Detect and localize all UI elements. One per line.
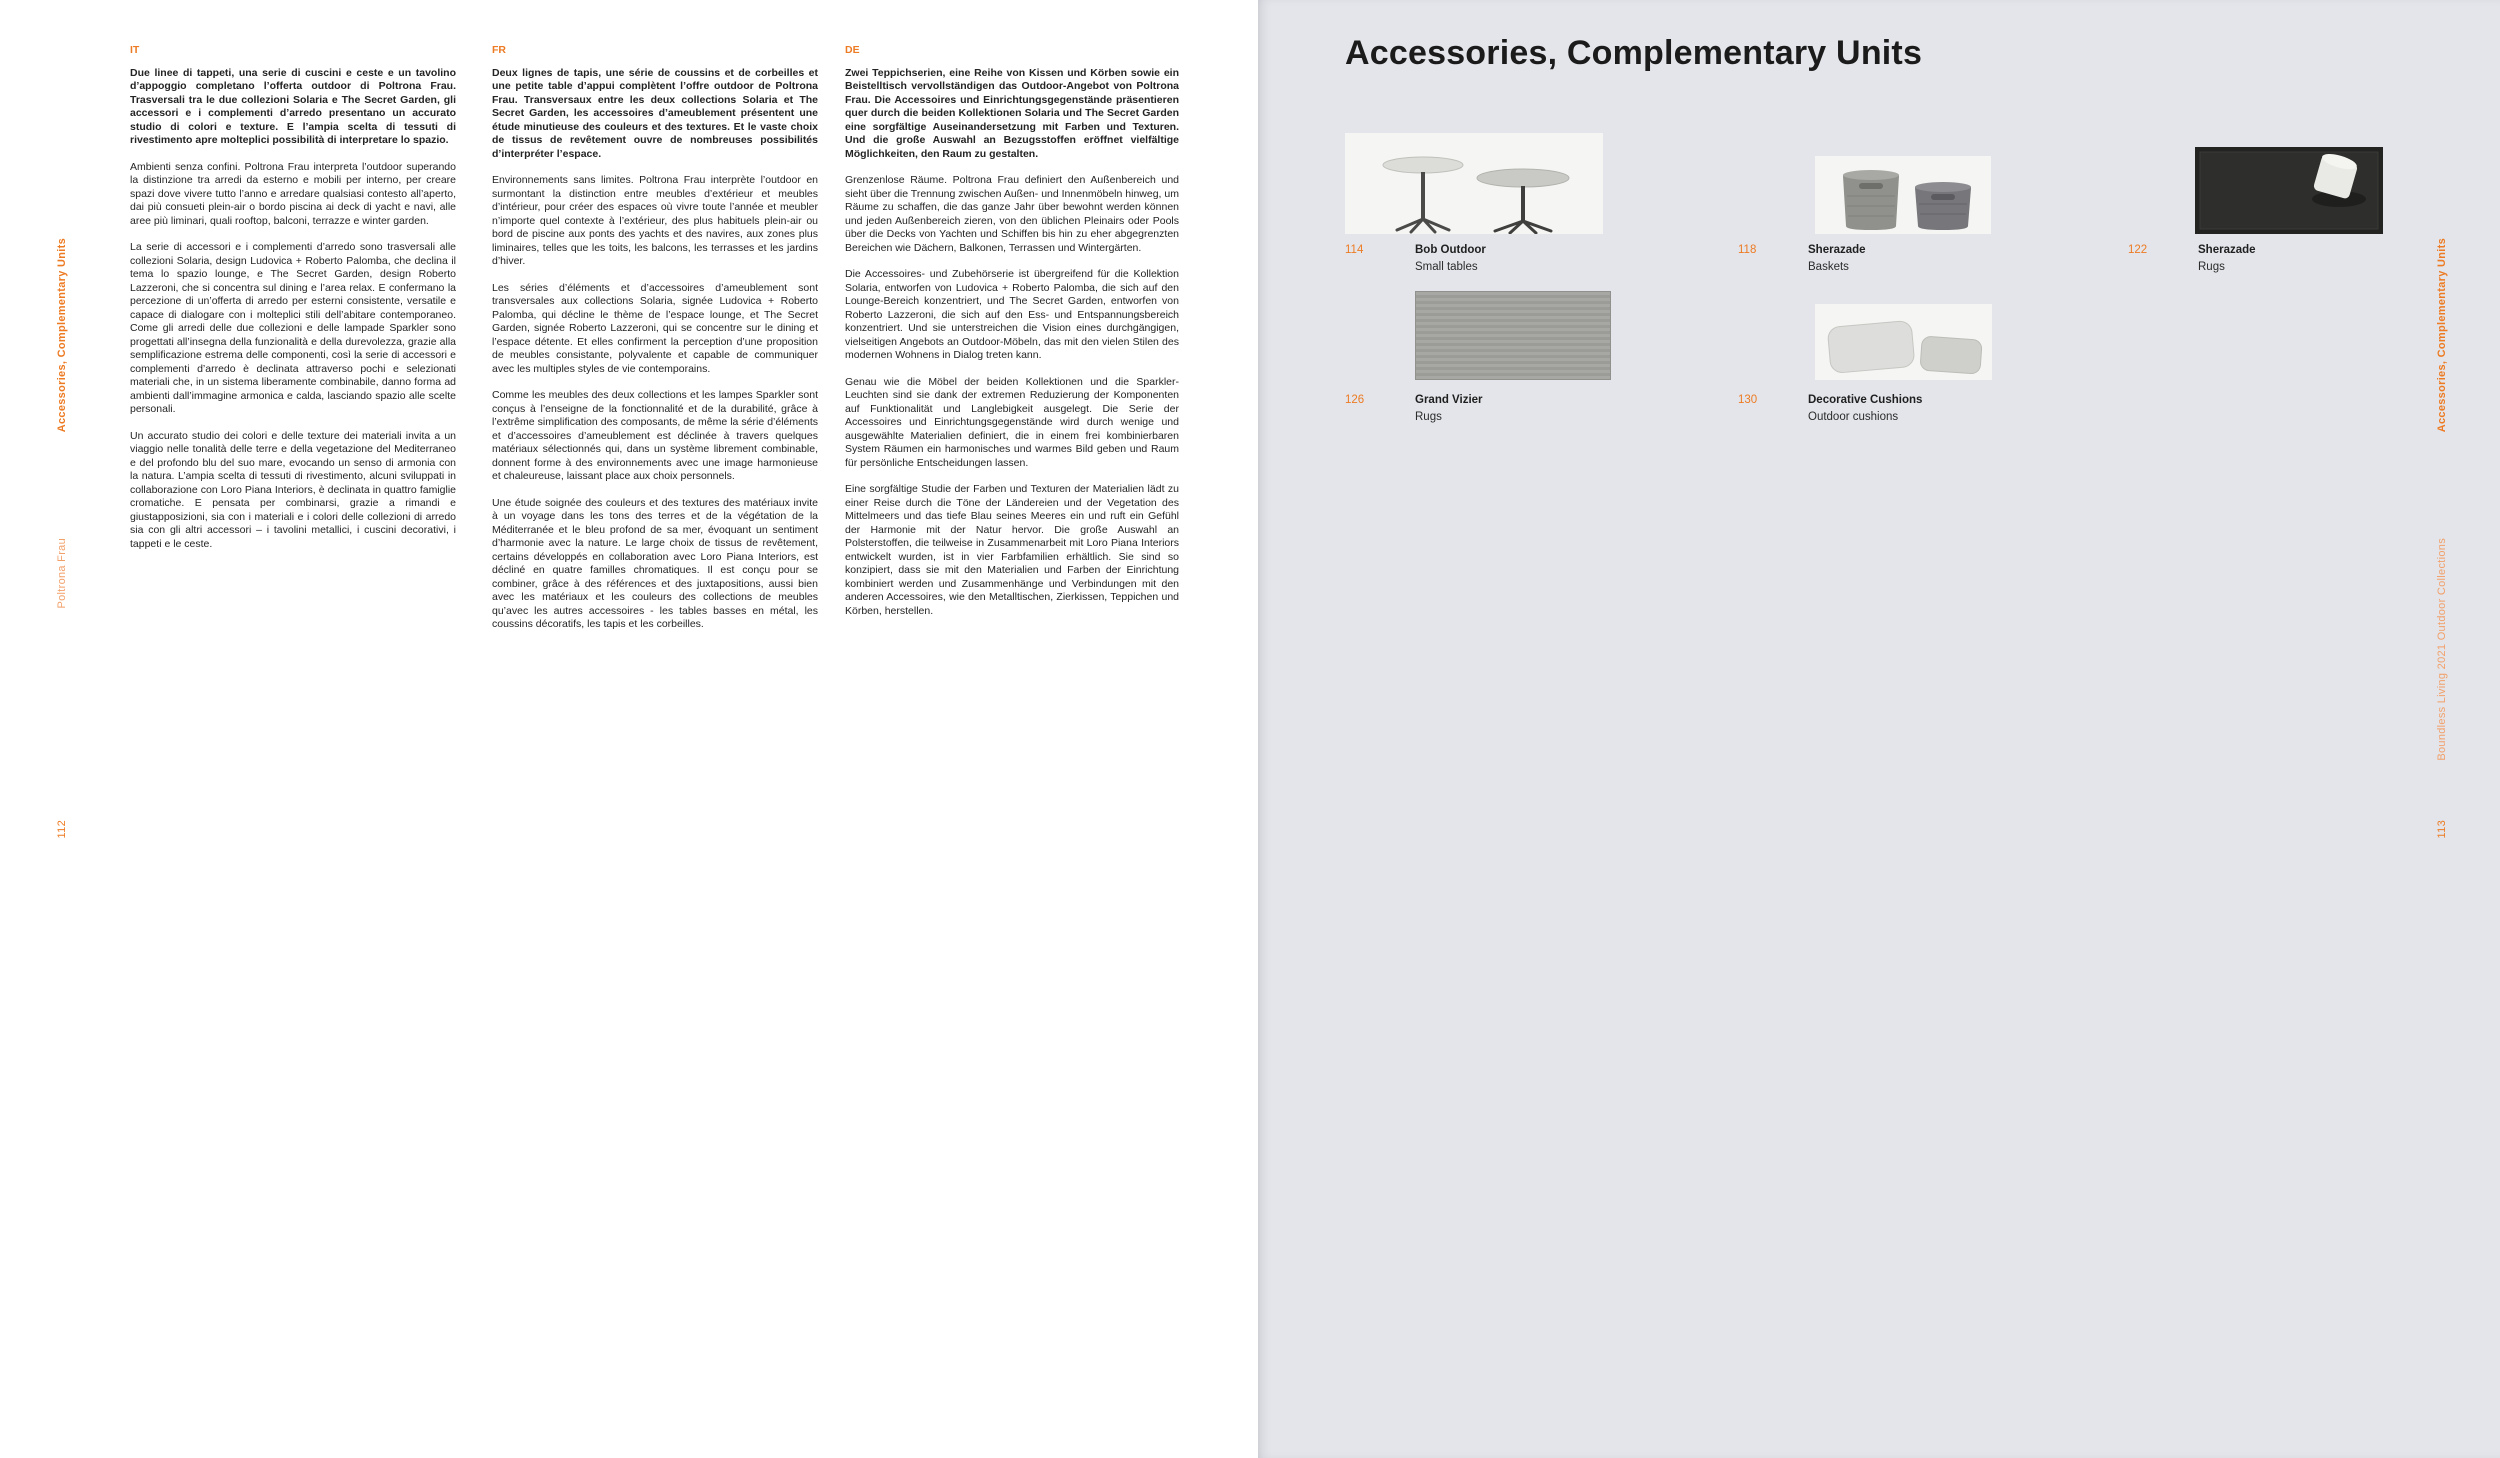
right-page-number: 113 [2436, 820, 2448, 839]
gray-rug-photo [1415, 291, 1611, 380]
product-page-ref: 130 [1738, 394, 1758, 406]
product-entry [1738, 393, 1922, 424]
product-page-ref: 114 [1345, 244, 1364, 256]
intro-paragraph: Deux lignes de tapis, une série de coussins et de corbeilles et une petite table d’appui complètent l’offre outdoor de Poltrona Frau. Transversaux entre les deux collections Solaria et The Secret Garden, les accessoires d’ameublement présentent une étude minutieuse des couleurs et des textures. Et le vaste choix de tissus de revêtement ouvre de nombreuses possibilités d’interpréter l’espace. [492, 66, 818, 160]
right-side-collection-label: Boundless Living 2021 Outdoor Collections [2436, 538, 2448, 761]
column-italian [130, 44, 456, 564]
column-french [492, 44, 818, 645]
product-category: Rugs [2198, 261, 2225, 273]
product-name: Sherazade [1808, 244, 1866, 256]
product-name: Decorative Cushions [1808, 394, 1923, 406]
product-entry [1345, 393, 1483, 424]
intro-paragraph: Zwei Teppichserien, eine Reihe von Kissen und Körben sowie ein Beistelltisch vervollständigen das Outdoor-Angebot von Poltrona Frau. Die Accessoires und Einrichtungsgegenstände präsentieren quer durch die beiden Kollektionen Solaria und The Secret Garden eine sorgfältige Auseinandersetzung mit Farben und Texturen. Und die große Auswahl an Bezugsstoffen eröffnet vielfältige Möglichkeiten, den Raum zu gestalten. [845, 66, 1179, 160]
product-category: Rugs [1415, 411, 1442, 423]
body-paragraph: Comme les meubles des deux collections et les lampes Sparkler sont conçus à l’enseigne de la fonctionnalité et de la durabilité, grâce à l’extrême simplification des composants, de même la série d’éléments et d’accessoires d’ameublement est déclinée à travers quelques matériaux sélectionnés qui, dans un système librement combinable, donnent forme à des environnements avec une image harmonieuse et chaleureuse, laissant place aux choix personnels. [492, 389, 818, 482]
language-label-it: IT [130, 44, 140, 56]
baskets-photo [1815, 156, 1991, 234]
body-paragraph: Genau wie die Möbel der beiden Kollektionen und die Sparkler-Leuchten sind sie dank der extremen Reduzierung der Komponenten auf Funktionalität und Langlebigkeit ausgelegt. Die Serie der Accessoires und Einrichtungsgegenstände wird durch wenige und ausgewählte Materialien definiert, die in einem frei kombinierbaren System Räumen ein harmonisches und warmes Bild geben und Raum für persönliche Entscheidungen lassen. [845, 375, 1179, 469]
left-page-number: 112 [56, 820, 68, 839]
body-paragraph: Grenzenlose Räume. Poltrona Frau definiert den Außenbereich und sieht über die Trennung zwischen Außen- und Innenmöbeln hinweg, um Räume zu schaffen, die das ganze Jahr über bewohnt werden können und jeden Außenbereich zieren, von den üblichen Pleinairs oder Pools über die Decks von Yachten und Schiffen bis hin zu eher abgegrenzten Bereichen wie Dächern, Balkonen, Terrassen und Wintergärten. [845, 174, 1179, 254]
right-side-section-label: Accessories, Complementary Units [2436, 238, 2448, 433]
language-label-fr: FR [492, 44, 506, 56]
product-entry [2128, 243, 2256, 274]
product-name: Sherazade [2198, 244, 2256, 256]
cushions-photo [1815, 304, 1992, 380]
small-tables-photo [1345, 133, 1603, 234]
language-label-de: DE [845, 44, 860, 56]
product-entry [1738, 243, 1866, 274]
body-paragraph: La serie di accessori e i complementi d’arredo sono trasversali alle collezioni Solaria, design Ludovica + Roberto Palomba, che declina il tema lo spazio lounge, e The Secret Garden, design Roberto Lazzeroni, che si concentra sul dining e l’area relax. E confermano la percezione di un’offerta di arredo per esterni consistente, versatile e capace di dialogare con i molteplici stili dell’abitare contemporaneo. Come gli arredi delle due collezioni e delle lampade Sparkler sono progettati all’insegna della funzionalità e della durevolezza, grazie alla semplificazione estrema delle componenti, così la serie di accessori e complementi d’arredo è declinata attraverso pochi e selezionati materiali che, in un sistema liberamente combinabile, danno forma ad ambienti dall’immagine armonica e calda, lasciando spazio alle scelte personali. [130, 241, 456, 415]
left-side-section-label: Accessories, Complementary Units [56, 238, 68, 433]
body-paragraph: Les séries d’éléments et d’accessoires d’ameublement sont transversales aux collections Solaria, signée Ludovica + Roberto Palomba, qui décline le thème de l’espace lounge, et The Secret Garden, signée Roberto Lazzeroni, qui se concentre sur le dining et l’espace détente. Et elles confirment la perception d’une proposition de meubles consistante, polyvalente et capable de communiquer avec les multiples styles de vie contemporains. [492, 281, 818, 375]
page-right [1258, 0, 2500, 1458]
dark-rug-photo [2195, 147, 2383, 234]
product-page-ref: 122 [2128, 244, 2148, 256]
body-paragraph: Un accurato studio dei colori e delle texture dei materiali invita a un viaggio nelle tonalità delle terre e della vegetazione del Mediterraneo e del profondo blu del suo mare, evocando un senso di armonia con la natura. L’ampia scelta di tessuti di rivestimento, alcuni sviluppati in collaborazione con Loro Piana Interiors, è declinata in quattro famiglie cromatiche. E pensata per combinarsi, grazie a rimandi e giustapposizioni, sia con i materiali e i colori delle collezioni di arredo sia con gli altri accessori – i tavolini metallici, i cuscini decorativi, i tappeti e le ceste. [130, 429, 456, 550]
product-category: Outdoor cushions [1808, 411, 1899, 423]
product-category: Small tables [1415, 261, 1478, 273]
product-category: Baskets [1808, 261, 1849, 273]
body-paragraph: Ambienti senza confini. Poltrona Frau interpreta l’outdoor superando la distinzione tra arredi da esterno e mobili per interno, per creare spazi dove vivere tutto l’anno e arredare qualsiasi contesto all’aperto, dai più consueti plein-air o bordo piscina ai deck di yacht e navi, alle aree più liminari, quali rooftop, balconi, terrazze e winter garden. [130, 160, 456, 227]
product-name: Grand Vizier [1415, 394, 1483, 406]
body-paragraph: Eine sorgfältige Studie der Farben und Texturen der Materialien lädt zu einer Reise durch die Töne der Ländereien und der Vegetation des Mittelmeers und das tiefe Blau seines Meeres ein und ruft ein Gefühl der Harmonie mit der Natur hervor. Die große Auswahl an Polsterstoffen, die teilweise in Zusammenarbeit mit Loro Piana Interiors entwickelt wurden, ist in vier Farbfamilien erhältlich. Sie sind so konzipiert, dass sie mit den Materialien und Farben der Einrichtung kombiniert werden und Zusammenhänge und Verbindungen mit den anderen Accessoires, wie den Metalltischen, Zierkissen, Teppichen und Körben, herstellen. [845, 483, 1179, 617]
body-paragraph: Environnements sans limites. Poltrona Frau interprète l’outdoor en surmontant la distinction entre meubles d’extérieur et meubles d’intérieur, pour créer des espaces où vivre toute l’année et meubler n’importe quel contexte à l’extérieur, des plus habituels plein-air ou bord de piscine aux ponts des yachts et des navires, aux zones plus liminaires, telles que les toits, les balcons, les terrasses et les jardins d’hiver. [492, 174, 818, 267]
body-paragraph: Die Accessoires- und Zubehörserie ist übergreifend für die Kollektion Solaria, entworfen von Ludovica + Roberto Palomba, die sich auf den Lounge-Bereich konzentriert, und The Secret Garden, entworfen von Roberto Lazzeroni, die sich auf den Ess- und Entspannungsbereich konzentriert. Und sie unterstreichen die Vision eines durchgängigen, vielseitigen Angebots an Outdoor-Möbeln, das mit den vielen Stilen des modernen Wohnens in Dialog treten kann. [845, 268, 1179, 361]
body-paragraph: Une étude soignée des couleurs et des textures des matériaux invite à un voyage dans les tons des terres et de la végétation de la Méditerranée et le bleu profond de sa mer, évoquant un sentiment d’harmonie avec la nature. Le large choix de tissus de revêtement, certains développés en collaboration avec Loro Piana Interiors, est décliné en quatre familles chromatiques. Il est conçu pour se combiner, grâce à des références et des juxtapositions, aussi bien avec les matériaux et les couleurs des collections de meubles qu’avec les autres accessoires - les tables basses en métal, les coussins décoratifs, les tapis et les corbeilles. [492, 496, 818, 630]
page-title: Accessories, Complementary Units [1345, 34, 1923, 72]
product-page-ref: 126 [1345, 394, 1365, 406]
product-page-ref: 118 [1738, 244, 1757, 256]
intro-paragraph: Due linee di tappeti, una serie di cuscini e ceste e un tavolino d’appoggio completano l’offerta outdoor di Poltrona Frau. Trasversali tra le due collezioni Solaria e The Secret Garden, gli accessori e i complementi d’arredo presentano un accurato studio di colori e texture. E l’ampia scelta di tessuti di rivestimento apre molteplici possibilità di interpretare lo spazio. [130, 66, 456, 146]
column-german [845, 44, 1179, 631]
product-name: Bob Outdoor [1415, 244, 1486, 256]
product-entry [1345, 243, 1486, 274]
left-side-brand-label: Poltrona Frau [56, 538, 68, 609]
